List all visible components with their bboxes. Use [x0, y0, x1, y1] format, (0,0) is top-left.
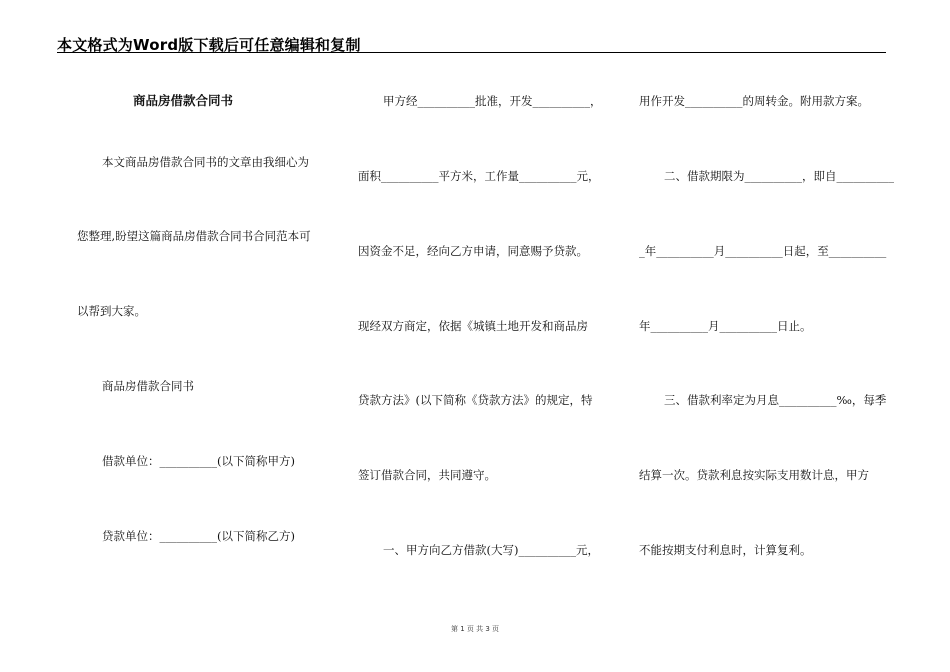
document-header: 本文格式为Word版下载后可任意编辑和复制 [57, 36, 361, 54]
paragraph-line: 贷款方法》(以下简称《贷款方法》的规定，特 [358, 393, 593, 407]
paragraph-line: 签订借款合同，共同遵守。 [358, 468, 496, 482]
header-rule [57, 52, 886, 53]
paragraph-line: 现经双方商定，依据《城镇土地开发和商品房 [358, 319, 588, 333]
paragraph-line: 面积__________平方米，工作量__________元， [358, 169, 600, 183]
paragraph-line: 您整理,盼望这篇商品房借款合同书合同范本可 [77, 229, 311, 243]
paragraph-line: 以帮到大家。 [77, 304, 146, 318]
clause-3-line: 三、借款利率定为月息__________‰，每季 [664, 393, 887, 407]
document-title: 商品房借款合同书 [133, 93, 234, 108]
paragraph-line: 结算一次。贷款利息按实际支用数计息，甲方 [639, 468, 869, 482]
paragraph-line: 因资金不足，经向乙方申请，同意赐予贷款。 [358, 244, 588, 258]
section-heading: 商品房借款合同书 [102, 379, 194, 393]
paragraph-line: 甲方经__________批准，开发__________， [383, 94, 602, 108]
paragraph-line: _年__________月__________日起，至__________ [639, 244, 887, 258]
paragraph-line: 本文商品房借款合同书的文章由我细心为 [102, 155, 309, 169]
lender-line: 贷款单位：__________(以下简称乙方) [102, 529, 295, 543]
paragraph-line: 年__________月__________日止。 [639, 319, 812, 333]
paragraph-line: 不能按期支付利息时，计算复利。 [639, 543, 812, 557]
clause-2-line: 二、借款期限为__________，即自__________ [664, 169, 894, 183]
clause-1-line: 一、甲方向乙方借款(大写)__________元， [383, 543, 599, 557]
page-number: 第 1 页 共 3 页 [450, 625, 500, 633]
borrower-line: 借款单位：__________(以下简称甲方) [102, 454, 295, 468]
paragraph-line: 用作开发__________的周转金。附用款方案。 [639, 94, 869, 108]
